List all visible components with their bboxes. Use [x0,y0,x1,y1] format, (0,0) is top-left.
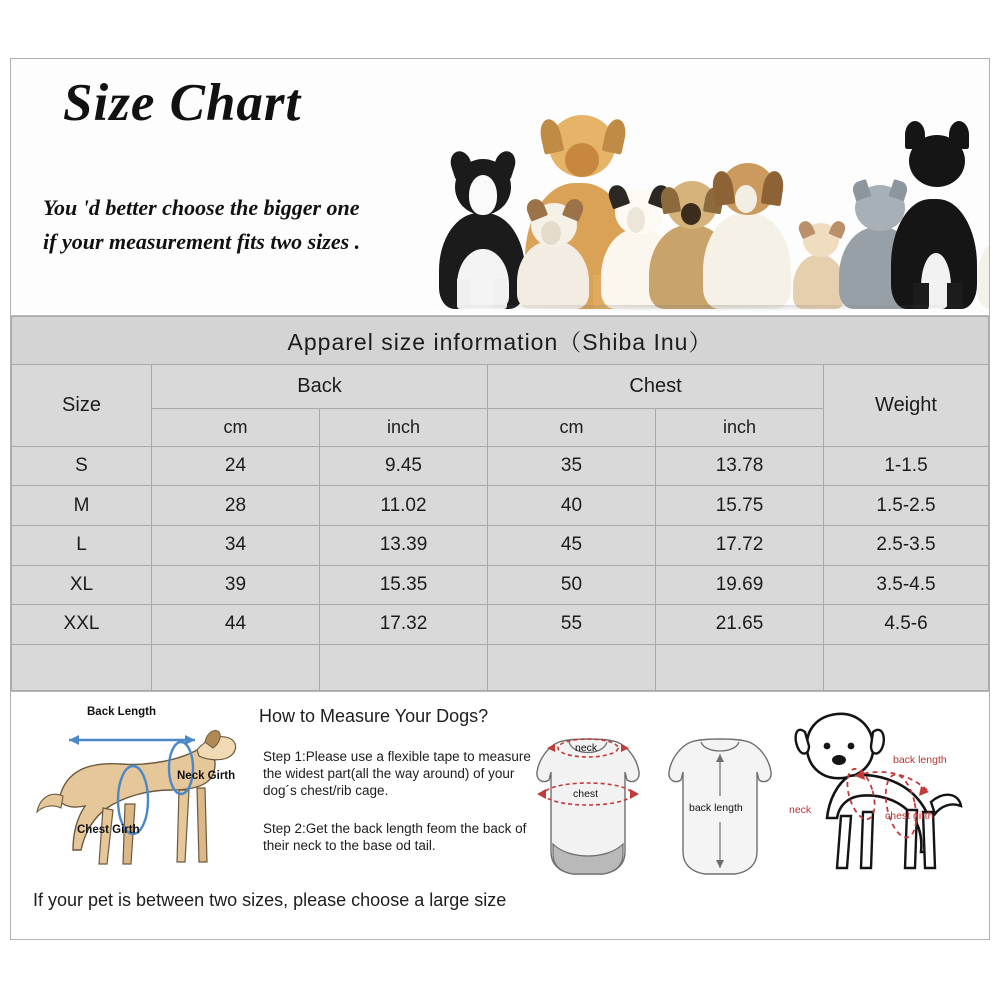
pet-beagle [703,159,799,309]
cell-weight: 4.5-6 [824,605,989,645]
garment-label-chest: chest [573,788,599,800]
hero-subtitle [43,191,360,259]
cell-back-cm: 34 [152,525,320,565]
table-row [12,486,989,526]
column-header-weight: Weight [824,365,989,446]
pets-shadow [421,305,981,311]
footnote-text: If your pet is between two sizes, please choose a large size [33,890,507,910]
hero-subtitle-line-2: if your measurement fits two sizes . [43,229,361,254]
cell-size: M [12,486,152,526]
cell-empty [488,644,656,690]
hero-subtitle-line-1: You 'd better choose the bigger one [43,195,360,220]
step-1-text: Step 1:Please use a flexible tape to measure the widest part(all the way around) of your dog´s chest/rib cage. [263,749,531,798]
garment-front-svg [529,732,647,882]
cell-chest-inch: 19.69 [656,565,824,605]
pet-french-bulldog [891,129,987,309]
pets-photo-row [421,73,981,309]
cell-chest-cm: 40 [488,486,656,526]
cell-back-inch: 9.45 [320,446,488,486]
unit-chest-cm: cm [488,409,656,446]
cell-size: XL [12,565,152,605]
cell-back-cm: 39 [152,565,320,605]
label-neck-girth: Neck Girth [177,770,236,782]
table-caption: Apparel size information（Shiba Inu） [12,317,989,365]
cell-size: S [12,446,152,486]
pet-jack-russell-left [517,197,597,309]
dog-measure-svg [29,704,249,882]
cell-chest-inch: 17.72 [656,525,824,565]
cartoon-label-back-length: back length [893,754,947,766]
table-row [12,605,989,645]
cell-empty [824,644,989,690]
cell-back-inch: 13.39 [320,525,488,565]
cell-size: XXL [12,605,152,645]
pet-white-cat [977,193,990,309]
cell-chest-inch: 13.78 [656,446,824,486]
table-row-empty [12,644,989,690]
hero-banner [10,58,990,316]
column-header-back: Back [152,365,488,409]
cell-empty [12,644,152,690]
column-header-size: Size [12,365,152,446]
cell-size: L [12,525,152,565]
table-caption-row [12,317,989,365]
cell-weight: 1-1.5 [824,446,989,486]
cell-chest-cm: 55 [488,605,656,645]
cell-chest-cm: 45 [488,525,656,565]
page-title: Size Chart [63,74,302,132]
cell-back-cm: 24 [152,446,320,486]
garment-label-back-length: back length [689,802,743,814]
cell-back-inch: 17.32 [320,605,488,645]
cell-empty [656,644,824,690]
garment-label-neck: neck [575,742,598,754]
cartoon-label-neck: neck [789,804,812,816]
cell-empty [152,644,320,690]
garment-back-diagram [661,732,779,882]
cartoon-dog-svg [789,706,979,886]
table-group-header-row [12,365,989,409]
cell-chest-cm: 35 [488,446,656,486]
cell-back-cm: 28 [152,486,320,526]
cell-empty [320,644,488,690]
unit-chest-inch: inch [656,409,824,446]
size-table [11,316,989,691]
cartoon-label-chest-girth: chest girth [885,810,934,822]
label-back-length: Back Length [87,706,157,718]
dog-measure-diagram [29,704,249,882]
garment-front-diagram [529,732,647,882]
cell-weight: 1.5-2.5 [824,486,989,526]
column-header-chest: Chest [488,365,824,409]
cell-chest-cm: 50 [488,565,656,605]
cell-weight: 2.5-3.5 [824,525,989,565]
size-table-container [10,316,990,692]
cartoon-dog-diagram [789,706,979,886]
table-row [12,525,989,565]
step-2-text: Step 2:Get the back length feom the back of their neck to the base od tail. [263,821,527,853]
cell-back-inch: 15.35 [320,565,488,605]
cell-weight: 3.5-4.5 [824,565,989,605]
cell-chest-inch: 15.75 [656,486,824,526]
measure-instructions-panel [10,692,990,940]
table-row [12,565,989,605]
unit-back-inch: inch [320,409,488,446]
cell-back-cm: 44 [152,605,320,645]
table-row [12,446,989,486]
label-chest-girth: Chest Girth [77,824,140,836]
howto-heading: How to Measure Your Dogs? [259,706,489,726]
cell-chest-inch: 21.65 [656,605,824,645]
unit-back-cm: cm [152,409,320,446]
cell-back-inch: 11.02 [320,486,488,526]
